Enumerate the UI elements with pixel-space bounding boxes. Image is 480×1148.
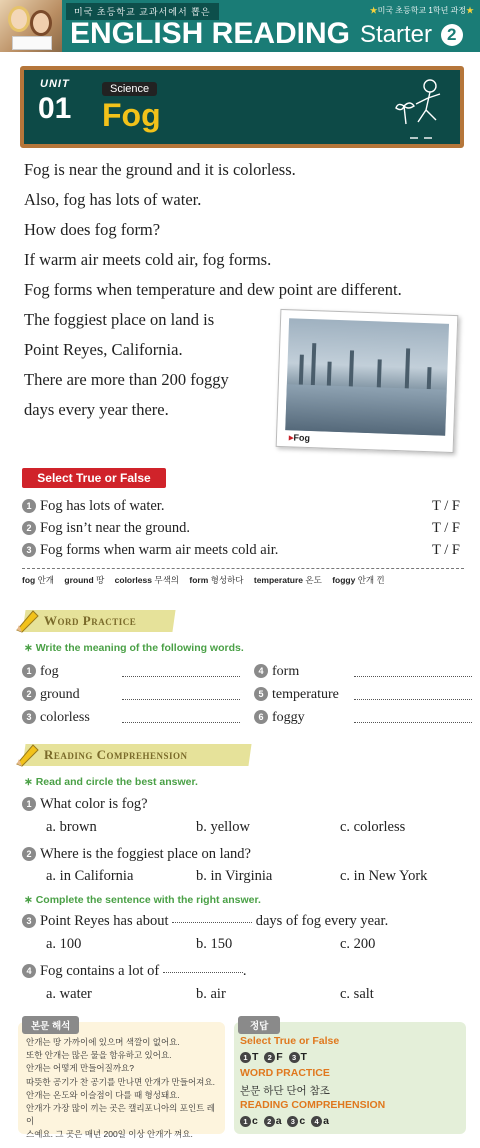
fog-photo [276, 309, 459, 453]
answer-blank[interactable] [163, 972, 243, 973]
number-bullet: 4 [311, 1116, 322, 1127]
tf-text: Fog has lots of water. [40, 498, 165, 514]
word-practice-item [254, 664, 470, 680]
fog-image [285, 318, 449, 436]
rc-instruction: ∗ Read and circle the best answer. [24, 776, 198, 788]
vocab-word: colorless [114, 575, 152, 585]
passage-line: Also, fog has lots of water. [24, 190, 202, 209]
rc-option[interactable]: a. 100 [46, 936, 82, 952]
translation-box [18, 1021, 225, 1140]
number-bullet: 1 [240, 1052, 251, 1063]
vocab-meaning: 땅 [96, 575, 105, 585]
page-header [0, 0, 480, 52]
translation-line: 안개는 땅 가까이에 있으며 색깔이 없어요. [26, 1037, 180, 1047]
tf-question [22, 520, 190, 537]
vocabulary-strip [22, 568, 464, 586]
rc-option[interactable]: a. brown [46, 819, 97, 835]
vocab-word: fog [22, 575, 36, 585]
number-bullet: 2 [264, 1116, 275, 1127]
rc-instruction: ∗ Complete the sentence with the right answer. [24, 894, 261, 906]
vocab-item [332, 575, 385, 585]
chalk-drawing-icon [388, 76, 448, 142]
vocab-meaning: 안개 낀 [357, 575, 385, 585]
rc-question [22, 846, 251, 863]
tf-question [22, 498, 164, 515]
tf-text: Fog forms when warm air meets cold air. [40, 542, 279, 558]
tf-choice[interactable]: T / F [432, 542, 460, 558]
word-practice-item [254, 710, 470, 726]
answer-line[interactable] [354, 722, 472, 723]
number-bullet: 2 [22, 521, 36, 535]
word-practice-item [22, 664, 242, 680]
rc-option[interactable]: a. water [46, 986, 92, 1002]
translation-line: 스예요. 그 곳은 매년 200일 이상 안개가 껴요. [26, 1129, 193, 1140]
tf-choice[interactable]: T / F [432, 498, 460, 514]
number-bullet: 1 [22, 499, 36, 513]
vocab-item [22, 575, 54, 585]
unit-word: UNIT [40, 78, 70, 90]
answer-line[interactable] [122, 722, 240, 723]
unit-number: 01 [38, 92, 72, 125]
star-icon: ★ [466, 6, 474, 15]
vocab-word: temperature [253, 575, 304, 585]
passage-line: Fog forms when temperature and dew point are different. [24, 280, 402, 299]
answer-rc-title: READING COMPREHENSION [240, 1099, 386, 1111]
pencil-icon [14, 608, 40, 634]
number-bullet: 1 [240, 1116, 251, 1127]
number-bullet: 4 [254, 664, 268, 678]
rc-option[interactable]: a. in California [46, 868, 134, 884]
answer-line[interactable] [354, 699, 472, 700]
star-icon: ★ [369, 6, 378, 15]
starter-text: Starter [360, 21, 433, 48]
level-number: 2 [441, 24, 463, 46]
passage-line: There are more than 200 foggy [24, 370, 229, 389]
translation-line: 또한 안개는 많은 물을 함유하고 있어요. [26, 1050, 172, 1061]
header-photo [0, 0, 62, 52]
passage-line: Fog is near the ground and it is colorless. [24, 160, 296, 179]
grade-text: 미국 초등학교 1학년 과정 [377, 6, 466, 15]
practice-word: form [272, 664, 300, 679]
pencil-icon [14, 742, 40, 768]
book-title: ENGLISH READING [70, 17, 351, 50]
word-practice-item [22, 687, 242, 703]
vocab-meaning: 무색의 [154, 575, 179, 585]
number-bullet: 3 [22, 543, 36, 557]
practice-word: colorless [40, 710, 90, 725]
caption-text: Fog [293, 432, 311, 444]
translation-header: 본문 해석 [22, 1016, 79, 1034]
rc-option[interactable]: c. 200 [340, 936, 376, 952]
answer-value: c [252, 1115, 258, 1127]
number-bullet: 3 [22, 710, 36, 724]
number-bullet: 2 [22, 687, 36, 701]
number-bullet: 1 [22, 664, 36, 678]
rc-option[interactable]: b. air [196, 986, 226, 1002]
unit-title: Fog [102, 97, 161, 133]
reading-comprehension-title: Reading Comprehension [44, 747, 188, 762]
vocab-word: ground [64, 575, 94, 585]
number-bullet: 1 [22, 797, 36, 811]
practice-word: temperature [272, 687, 339, 702]
answer-value: c [299, 1115, 306, 1127]
translation-line: 안개는 온도와 이슬점이 다를 때 형성돼요. [26, 1089, 180, 1100]
answer-wp-title: WORD PRACTICE [240, 1067, 330, 1079]
translation-line: 안개가 가장 많이 끼는 곳은 캘리포니아의 포인트 레이 [26, 1103, 215, 1127]
vocab-item [115, 575, 179, 585]
translation-line: 따뜻한 공기가 찬 공기를 만나면 안개가 만들어져요. [26, 1076, 215, 1087]
photo-caption [289, 432, 310, 444]
answer-blank[interactable] [172, 922, 252, 923]
tf-text: Fog isn’t near the ground. [40, 520, 190, 536]
level-label [360, 21, 463, 49]
word-practice-item [254, 687, 470, 703]
word-practice-banner [14, 608, 194, 634]
rc-option[interactable]: c. salt [340, 986, 374, 1002]
passage-line: The foggiest place on land is [24, 310, 215, 329]
reading-comprehension-banner [14, 742, 254, 768]
answer-tf-title: Select True or False [240, 1035, 340, 1047]
number-bullet: 3 [287, 1116, 298, 1127]
passage-line: If warm air meets cold air, fog forms. [24, 250, 272, 269]
number-bullet: 4 [22, 964, 36, 978]
practice-word: ground [40, 687, 80, 702]
passage-line: Point Reyes, California. [24, 340, 183, 359]
answer-wp-note: 본문 하단 단어 참조 [240, 1085, 330, 1097]
number-bullet: 6 [254, 710, 268, 724]
vocab-word: foggy [332, 575, 356, 585]
translation-line: 안개는 어떻게 만들어질까요? [26, 1063, 134, 1074]
number-bullet: 5 [254, 687, 268, 701]
rc-question-text: Where is the foggiest place on land? [40, 846, 251, 862]
vocab-meaning: 안개 [37, 575, 55, 585]
tf-question [22, 542, 278, 559]
answer-value: T [252, 1051, 259, 1063]
rc-question-text: days of fog every year. [255, 913, 389, 929]
grade-label [370, 5, 474, 16]
rc-question [22, 796, 148, 813]
rc-option[interactable]: c. in New York [340, 868, 428, 884]
vocab-meaning: 온도 [305, 575, 322, 585]
answer-line[interactable] [122, 676, 240, 677]
rc-question-text: Point Reyes has about [40, 913, 169, 929]
rc-option[interactable]: b. yellow [196, 819, 250, 835]
true-false-header: Select True or False [22, 468, 166, 488]
number-bullet: 2 [264, 1052, 275, 1063]
rc-option[interactable]: c. colorless [340, 819, 406, 835]
vocab-item [189, 575, 243, 585]
answer-rc-values [240, 1115, 329, 1127]
answer-line[interactable] [354, 676, 472, 677]
rc-question [22, 963, 246, 980]
rc-question [22, 913, 388, 930]
word-practice-title: Word Practice [44, 613, 137, 628]
answer-key-header: 정답 [238, 1016, 280, 1034]
answer-value: a [275, 1115, 282, 1127]
unit-category: Science [102, 82, 157, 96]
header-ribbon: 미국 초등학교 교과서에서 뽑은 [66, 3, 219, 20]
word-practice-item [22, 710, 242, 726]
answer-value: a [323, 1115, 329, 1127]
practice-word: foggy [272, 710, 305, 725]
answer-value: T [300, 1051, 307, 1063]
rc-question-text: . [242, 963, 247, 979]
answer-line[interactable] [122, 699, 240, 700]
number-bullet: 3 [22, 914, 36, 928]
rc-question-text: Fog contains a lot of [40, 963, 160, 979]
practice-word: fog [40, 664, 59, 679]
number-bullet: 3 [289, 1052, 300, 1063]
vocab-item [64, 575, 104, 585]
word-practice-instruction: ∗ Write the meaning of the following words. [24, 642, 244, 654]
caption-arrow-icon: ▸ [288, 432, 294, 443]
translation-text [26, 1036, 222, 1142]
answer-value: F [276, 1051, 283, 1063]
passage-line: days every year there. [24, 400, 169, 419]
number-bullet: 2 [22, 847, 36, 861]
passage-line: How does fog form? [24, 220, 161, 239]
tf-choice[interactable]: T / F [432, 520, 460, 536]
unit-banner [20, 66, 464, 148]
rc-question-text: What color is fog? [40, 796, 148, 812]
vocab-meaning: 형성하다 [210, 575, 244, 585]
vocab-item [254, 575, 322, 585]
answer-tf-values [240, 1051, 307, 1063]
rc-option[interactable]: b. in Virginia [196, 868, 273, 884]
rc-option[interactable]: b. 150 [196, 936, 233, 952]
answer-key-box [234, 1022, 466, 1134]
vocab-word: form [189, 575, 209, 585]
